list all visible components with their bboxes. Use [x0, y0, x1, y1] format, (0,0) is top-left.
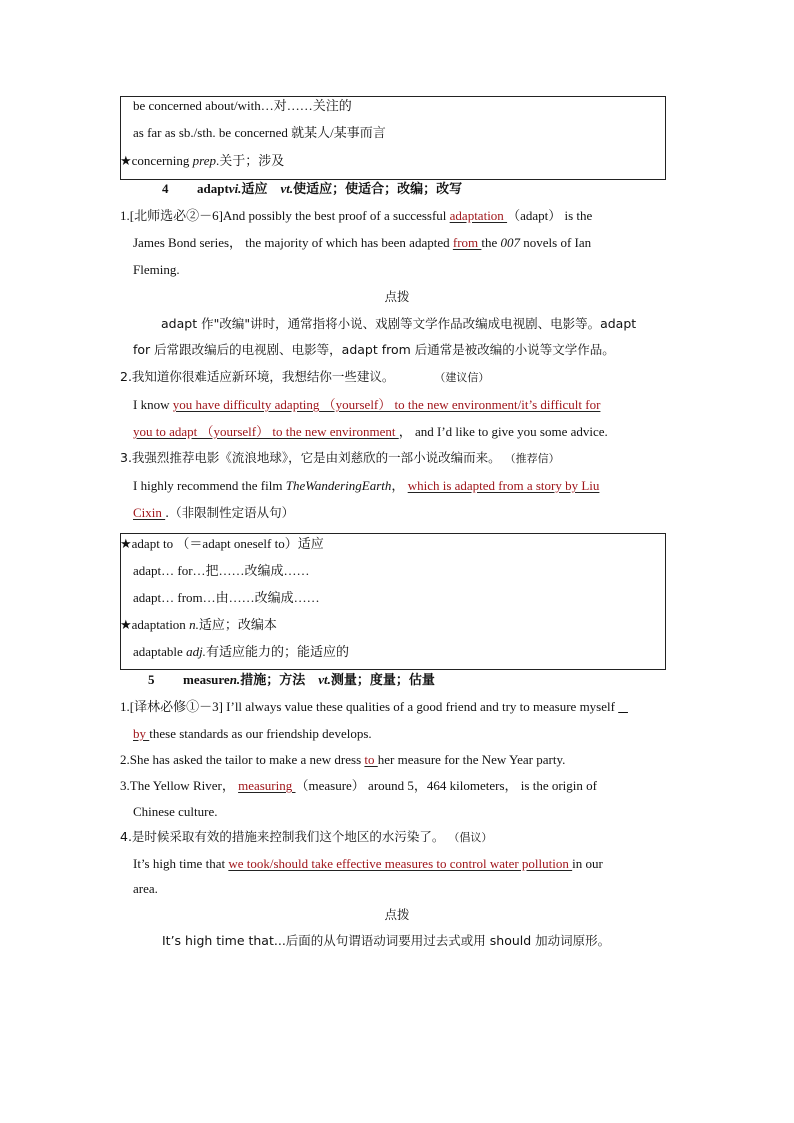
word4-q1-l3: Fleming.: [133, 262, 180, 277]
word4-q2-tag: （建议信）: [434, 371, 490, 384]
box1-line-3-c: .关于；涉及: [216, 153, 285, 168]
word5-q4-l2b: in our: [572, 856, 603, 871]
word5-q4-line3: area.: [133, 881, 158, 896]
word4-q3-l2a: I highly recommend the film: [133, 478, 286, 493]
word5-q2-a: 2.She has asked the tailor to make a new dress: [120, 752, 365, 767]
word5-q1-line2: [133, 726, 372, 742]
box2-line-1: ★adapt to （＝adapt oneself to）适应: [120, 536, 324, 551]
word5-pos2: vt.: [318, 672, 331, 687]
box1-line-3: [120, 153, 284, 169]
word4-q3-line1: [120, 450, 560, 467]
word5-meaning2: 测量；度量；估量: [330, 672, 435, 687]
word4-q1-line2: [133, 235, 591, 251]
word5-q4-l2a: It’s high time that: [133, 856, 229, 871]
word4-q3-l2c: ，: [391, 478, 408, 493]
box2-line-4-c: 适应；改编本: [198, 617, 277, 632]
word5-q2-answer: to: [364, 752, 378, 767]
word4-q3-note: .（非限制性定语从句）: [165, 505, 295, 520]
box1-line-2-text: as far as sb./sth. be concerned 就某人/某事而言: [133, 125, 386, 140]
box1-line-1: [133, 98, 352, 114]
word4-q3-line2: [133, 478, 599, 494]
word5-q3-a: 3.The Yellow River，: [120, 778, 239, 793]
word4-q1-text-a: 1.[北师选必②－6]And possibly the best proof of a successful: [120, 208, 450, 223]
word4-tip-line2: for 后常跟改编后的电视剧、电影等，adapt from 后通常是被改编的小说等文学作品。: [133, 342, 615, 357]
word4-q2-l3b: ， and I’d like to give you some advice.: [398, 424, 608, 439]
word4-q3-film-title: TheWanderingEarth: [285, 478, 392, 493]
word4-q2-line3: [133, 424, 608, 440]
box1-line-2: [133, 125, 386, 141]
box2-line-3: adapt… from…由……改编成……: [133, 590, 320, 605]
word4-q1-l2-d: novels of Ian: [520, 235, 592, 250]
word5-tip-line1: It’s high time that...后面的从句谓语动词要用过去式或用 should 加动词原形。: [162, 933, 611, 948]
word4-q2-answer-part1: you have difficulty adapting （yourself） to the new environment/it’s difficult for: [172, 397, 601, 412]
word5-q3-line1: [120, 778, 597, 794]
word4-pos1: vi.: [228, 181, 242, 196]
word4-q2-l2a: I know: [133, 397, 173, 412]
word4-meaning1: 适应: [241, 181, 281, 196]
word4-tip-title: 点拨: [384, 289, 410, 304]
word4-number: 4: [162, 181, 169, 196]
box1-line-3-a: ★concerning: [120, 153, 193, 168]
box1-line-3-pos: prep: [192, 153, 217, 168]
word5-q1-text: 1.[译林必修①－3] I’ll always value these qualities of a good friend and try to measure myself: [120, 699, 619, 714]
word4-q2-text: 2.我知道你很难适应新环境，我想结你一些建议。: [120, 369, 395, 384]
word4-tip-line1: adapt 作"改编"讲时，通常指将小说、戏剧等文学作品改编成电视剧、电影等。adapt: [161, 316, 637, 331]
word4-q1-answer1: adaptation: [449, 208, 508, 223]
word5-q1-line1: [120, 699, 628, 715]
word4-q1-answer2: from: [452, 235, 482, 250]
box2-line-4-pos: n.: [189, 617, 199, 632]
box2-line-5-pos: adj.: [186, 644, 206, 659]
word5-word: measure: [183, 672, 230, 687]
box2-line-2: adapt… for…把……改编成……: [133, 563, 310, 578]
word4-q2-answer-part2: you to adapt （yourself） to the new environment: [133, 424, 399, 439]
word5-q1-l2b: these standards as our friendship develops.: [149, 726, 372, 741]
word4-q2-line2: [133, 397, 600, 413]
box2-line-4-a: ★adaptation: [120, 617, 190, 632]
word5-q4-tag: （倡议）: [448, 831, 493, 844]
word5-q4-line2: [133, 856, 603, 872]
word4-q2-line1: [120, 369, 489, 386]
word4-q3-answer-part2: Cixin: [133, 505, 166, 520]
box2-line-5: [133, 644, 349, 660]
word4-q3-answer-part1: which is adapted from a story by Liu: [407, 478, 600, 493]
box2-line-4: [120, 617, 277, 633]
box2-line-5-c: 有适应能力的；能适应的: [205, 644, 349, 659]
word4-q1-line1: [120, 208, 592, 224]
box2-line-5-a: adaptable: [133, 644, 187, 659]
word4-q3-tag: （推荐信）: [504, 452, 560, 465]
box1-line-1-text: be concerned about/with…对……关注的: [133, 98, 352, 113]
word4-pos2: vt.: [280, 181, 294, 196]
word5-number: 5: [148, 672, 155, 687]
word5-tip-title: 点拨: [384, 907, 410, 922]
word5-q2-b: her measure for the New Year party.: [377, 752, 566, 767]
word4-heading: [162, 181, 462, 197]
word5-q3-b: （measure） around 5，464 kilometers， is the origin of: [295, 778, 597, 793]
word5-q4-line1: [120, 829, 492, 846]
word5-heading: [148, 672, 435, 688]
word5-q2-line1: [120, 752, 565, 768]
word5-q4-answer: we took/should take effective measures to control water pollution: [228, 856, 573, 871]
word4-q1-line3: [133, 262, 180, 278]
word4-q3-line3: [133, 505, 294, 521]
word5-q1-answer: by: [133, 726, 150, 741]
word5-q3-line2: Chinese culture.: [133, 804, 218, 819]
word4-q3-text: 3.我强烈推荐电影《流浪地球》，它是由刘慈欣的一部小说改编而来。: [120, 450, 501, 465]
word5-pos1: n.: [229, 672, 241, 687]
word4-q1-l2-c: 007: [500, 235, 521, 250]
word4-q1-l2-a: James Bond series， the majority of which has been adapted: [133, 235, 453, 250]
word4-word: adapt: [197, 181, 229, 196]
word4-q1-text-b: （adapt） is the: [507, 208, 593, 223]
word5-q3-answer: measuring: [238, 778, 296, 793]
word5-meaning1: 措施；方法: [240, 672, 319, 687]
word5-q4-text: 4.是时候采取有效的措施来控制我们这个地区的水污染了。: [120, 829, 445, 844]
word4-meaning2: 使适应；使适合；改编；改写: [293, 181, 463, 196]
word4-q1-l2-b: the: [481, 235, 501, 250]
